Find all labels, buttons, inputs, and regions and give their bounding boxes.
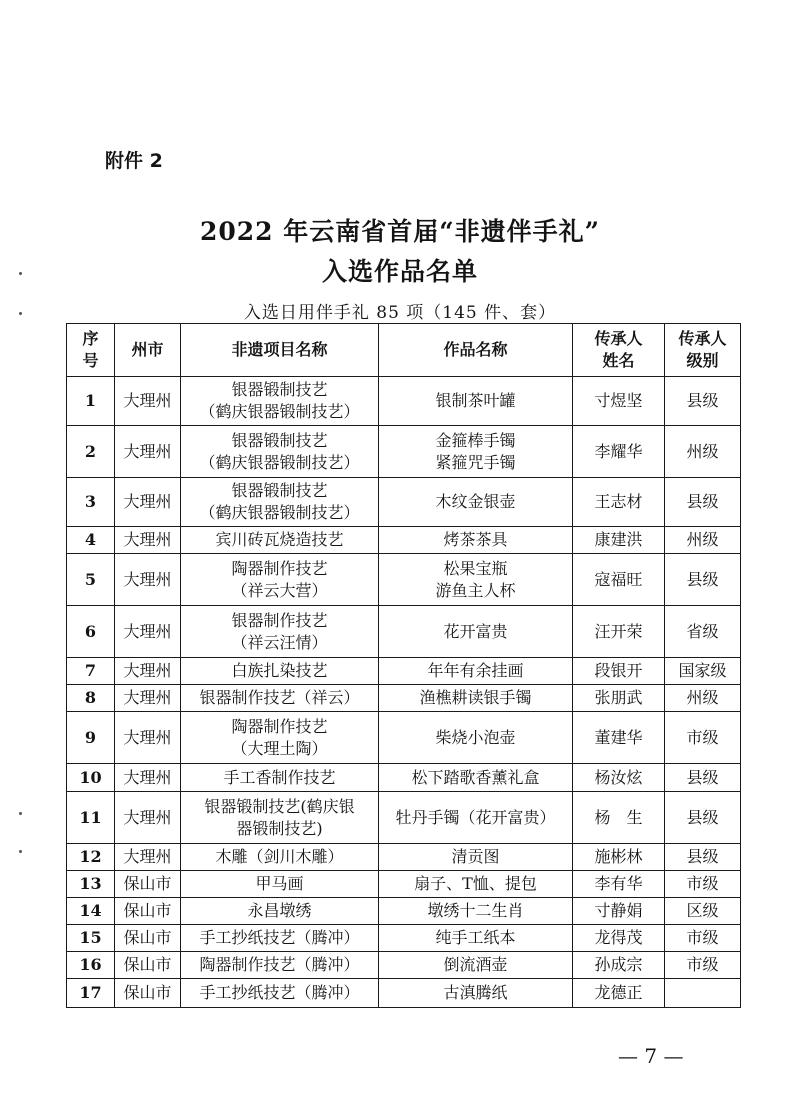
scan-mark [19, 272, 22, 275]
cell-inheritor-name: 杨 生 [573, 792, 665, 844]
cell-serial-number: 14 [67, 898, 115, 925]
cell-prefecture: 大理州 [115, 685, 181, 712]
cell-serial-number: 3 [67, 478, 115, 527]
cell-work-name: 花开富贵 [379, 606, 573, 658]
attachment-label: 附件 2 [105, 150, 163, 172]
cell-inheritor-level: 县级 [665, 792, 741, 844]
cell-work-name: 年年有余挂画 [379, 658, 573, 685]
cell-work-name: 金箍棒手镯 紧箍咒手镯 [379, 426, 573, 478]
cell-inheritor-level: 州级 [665, 426, 741, 478]
cell-inheritor-name: 龙得茂 [573, 925, 665, 952]
cell-serial-number: 11 [67, 792, 115, 844]
header-work-name: 作品名称 [379, 324, 573, 377]
cell-inheritor-name: 寇福旺 [573, 554, 665, 606]
cell-serial-number: 7 [67, 658, 115, 685]
cell-heritage-project: 永昌墩绣 [181, 898, 379, 925]
cell-serial-number: 9 [67, 712, 115, 764]
cell-heritage-project: 陶器制作技艺 （大理土陶） [181, 712, 379, 764]
cell-work-name: 纯手工纸本 [379, 925, 573, 952]
cell-prefecture: 大理州 [115, 527, 181, 554]
table-row [67, 554, 741, 606]
cell-serial-number: 4 [67, 527, 115, 554]
cell-work-name: 烤茶茶具 [379, 527, 573, 554]
cell-inheritor-name: 李耀华 [573, 426, 665, 478]
cell-prefecture: 大理州 [115, 554, 181, 606]
cell-inheritor-level: 市级 [665, 952, 741, 979]
document-title-line2: 入选作品名单 [321, 257, 478, 286]
cell-inheritor-level: 市级 [665, 712, 741, 764]
table-row [67, 952, 741, 979]
cell-inheritor-name: 杨汝炫 [573, 764, 665, 792]
cell-work-name: 清贡图 [379, 844, 573, 871]
cell-inheritor-level: 市级 [665, 925, 741, 952]
cell-inheritor-name: 康建洪 [573, 527, 665, 554]
cell-inheritor-name: 寸煜坚 [573, 377, 665, 426]
cell-inheritor-level: 州级 [665, 685, 741, 712]
cell-work-name: 扇子、T恤、提包 [379, 871, 573, 898]
cell-prefecture: 大理州 [115, 792, 181, 844]
header-inheritor-level: 传承人 级别 [665, 324, 741, 377]
cell-inheritor-level [665, 979, 741, 1008]
cell-work-name: 渔樵耕读银手镯 [379, 685, 573, 712]
cell-heritage-project: 手工抄纸技艺（腾冲） [181, 925, 379, 952]
cell-heritage-project: 银器锻制技艺 （鹤庆银器锻制技艺） [181, 426, 379, 478]
cell-inheritor-level: 市级 [665, 871, 741, 898]
cell-inheritor-level: 省级 [665, 606, 741, 658]
cell-inheritor-level: 县级 [665, 844, 741, 871]
table-row [67, 658, 741, 685]
cell-prefecture: 保山市 [115, 898, 181, 925]
cell-serial-number: 8 [67, 685, 115, 712]
cell-prefecture: 大理州 [115, 606, 181, 658]
cell-work-name: 木纹金银壶 [379, 478, 573, 527]
cell-heritage-project: 陶器制作技艺 （祥云大营） [181, 554, 379, 606]
table-row [67, 979, 741, 1008]
cell-heritage-project: 手工香制作技艺 [181, 764, 379, 792]
table-row [67, 844, 741, 871]
cell-inheritor-level: 县级 [665, 478, 741, 527]
cell-inheritor-name: 王志材 [573, 478, 665, 527]
table-row [67, 685, 741, 712]
cell-work-name: 倒流酒壶 [379, 952, 573, 979]
cell-prefecture: 大理州 [115, 844, 181, 871]
table-row [67, 871, 741, 898]
cell-work-name: 柴烧小泡壶 [379, 712, 573, 764]
cell-heritage-project: 银器锻制技艺 （鹤庆银器锻制技艺） [181, 377, 379, 426]
cell-inheritor-name: 汪开荣 [573, 606, 665, 658]
header-serial-number: 序 号 [67, 324, 115, 377]
cell-prefecture: 大理州 [115, 478, 181, 527]
cell-serial-number: 13 [67, 871, 115, 898]
cell-inheritor-name: 李有华 [573, 871, 665, 898]
page-number: — 7 — [618, 1044, 684, 1068]
cell-heritage-project: 甲马画 [181, 871, 379, 898]
cell-prefecture: 大理州 [115, 712, 181, 764]
document-subtitle: 入选日用伴手礼 85 项（145 件、套） [243, 303, 557, 323]
cell-heritage-project: 手工抄纸技艺（腾冲） [181, 979, 379, 1008]
cell-inheritor-name: 张朋武 [573, 685, 665, 712]
cell-serial-number: 10 [67, 764, 115, 792]
scan-mark [19, 312, 22, 315]
cell-serial-number: 5 [67, 554, 115, 606]
cell-serial-number: 17 [67, 979, 115, 1008]
table-row [67, 478, 741, 527]
table-row [67, 527, 741, 554]
cell-prefecture: 大理州 [115, 764, 181, 792]
cell-inheritor-level: 县级 [665, 377, 741, 426]
cell-inheritor-name: 施彬林 [573, 844, 665, 871]
cell-prefecture: 保山市 [115, 952, 181, 979]
document-title-line1: 2022 年云南省首届“非遗伴手礼” [199, 217, 601, 246]
cell-inheritor-name: 龙德正 [573, 979, 665, 1008]
header-inheritor-name: 传承人 姓名 [573, 324, 665, 377]
cell-heritage-project: 木雕（剑川木雕） [181, 844, 379, 871]
cell-heritage-project: 白族扎染技艺 [181, 658, 379, 685]
cell-inheritor-name: 董建华 [573, 712, 665, 764]
cell-prefecture: 大理州 [115, 426, 181, 478]
cell-prefecture: 保山市 [115, 925, 181, 952]
cell-heritage-project: 银器锻制技艺(鹤庆银 器锻制技艺) [181, 792, 379, 844]
cell-prefecture: 大理州 [115, 658, 181, 685]
cell-work-name: 银制茶叶罐 [379, 377, 573, 426]
table-row [67, 426, 741, 478]
table-row [67, 925, 741, 952]
selected-works-table [66, 323, 741, 1008]
cell-serial-number: 15 [67, 925, 115, 952]
cell-serial-number: 2 [67, 426, 115, 478]
cell-work-name: 古滇腾纸 [379, 979, 573, 1008]
cell-serial-number: 16 [67, 952, 115, 979]
table-row [67, 377, 741, 426]
table-row [67, 606, 741, 658]
cell-heritage-project: 银器制作技艺（祥云） [181, 685, 379, 712]
table-row [67, 712, 741, 764]
cell-inheritor-name: 段银开 [573, 658, 665, 685]
cell-work-name: 松下踏歌香薰礼盒 [379, 764, 573, 792]
header-heritage-project: 非遗项目名称 [181, 324, 379, 377]
cell-work-name: 墩绣十二生肖 [379, 898, 573, 925]
table-row [67, 792, 741, 844]
scan-mark [19, 812, 22, 815]
cell-inheritor-level: 县级 [665, 764, 741, 792]
table-row [67, 764, 741, 792]
cell-heritage-project: 银器制作技艺 （祥云汪情） [181, 606, 379, 658]
cell-prefecture: 保山市 [115, 871, 181, 898]
cell-serial-number: 6 [67, 606, 115, 658]
cell-inheritor-level: 区级 [665, 898, 741, 925]
cell-serial-number: 12 [67, 844, 115, 871]
scan-mark [19, 850, 22, 853]
cell-heritage-project: 宾川砖瓦烧造技艺 [181, 527, 379, 554]
cell-inheritor-level: 县级 [665, 554, 741, 606]
table-row [67, 898, 741, 925]
cell-inheritor-name: 孙成宗 [573, 952, 665, 979]
cell-work-name: 牡丹手镯（花开富贵） [379, 792, 573, 844]
cell-inheritor-name: 寸静娟 [573, 898, 665, 925]
cell-serial-number: 1 [67, 377, 115, 426]
cell-inheritor-level: 国家级 [665, 658, 741, 685]
cell-prefecture: 保山市 [115, 979, 181, 1008]
header-prefecture: 州市 [115, 324, 181, 377]
cell-heritage-project: 银器锻制技艺 （鹤庆银器锻制技艺） [181, 478, 379, 527]
cell-prefecture: 大理州 [115, 377, 181, 426]
cell-inheritor-level: 州级 [665, 527, 741, 554]
cell-work-name: 松果宝瓶 游鱼主人杯 [379, 554, 573, 606]
table-header-row [67, 324, 741, 377]
cell-heritage-project: 陶器制作技艺（腾冲） [181, 952, 379, 979]
